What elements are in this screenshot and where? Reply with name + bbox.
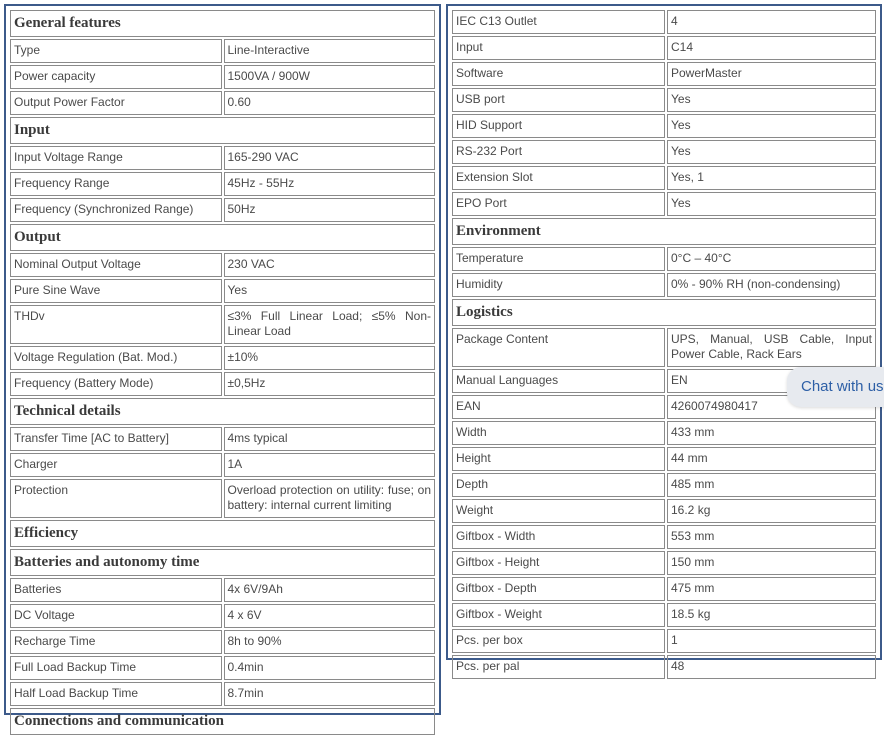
spec-key: Giftbox - Weight xyxy=(452,603,665,627)
table-row xyxy=(10,630,435,654)
spec-value: 8.7min xyxy=(224,682,436,706)
spec-key: Charger xyxy=(10,453,222,477)
spec-key: EAN xyxy=(452,395,665,419)
spec-value: 4x 6V/9Ah xyxy=(224,578,436,602)
spec-value: 45Hz - 55Hz xyxy=(224,172,436,196)
spec-table-right xyxy=(450,8,878,681)
spec-value: 1 xyxy=(667,629,876,653)
table-row xyxy=(10,372,435,396)
spec-value: 0.60 xyxy=(224,91,436,115)
spec-value: 150 mm xyxy=(667,551,876,575)
spec-key: Software xyxy=(452,62,665,86)
table-row xyxy=(10,91,435,115)
table-row xyxy=(10,427,435,451)
spec-value: C14 xyxy=(667,36,876,60)
table-row xyxy=(452,36,876,60)
spec-key: Half Load Backup Time xyxy=(10,682,222,706)
spec-key: Power capacity xyxy=(10,65,222,89)
table-row xyxy=(10,682,435,706)
spec-value: Yes, 1 xyxy=(667,166,876,190)
spec-key: Full Load Backup Time xyxy=(10,656,222,680)
spec-key: Input Voltage Range xyxy=(10,146,222,170)
spec-key: Manual Languages xyxy=(452,369,665,393)
section-technical-details: Technical details xyxy=(10,398,435,425)
spec-value: 1A xyxy=(224,453,436,477)
table-row xyxy=(452,551,876,575)
table-row xyxy=(452,447,876,471)
section-logistics: Logistics xyxy=(452,299,876,326)
spec-value: 48 xyxy=(667,655,876,679)
spec-value: EN xyxy=(667,369,876,393)
spec-value: 1500VA / 900W xyxy=(224,65,436,89)
table-row xyxy=(452,192,876,216)
spec-key: Frequency Range xyxy=(10,172,222,196)
spec-key: Protection xyxy=(10,479,222,518)
spec-key: Pcs. per pal xyxy=(452,655,665,679)
table-row xyxy=(452,499,876,523)
spec-value: 50Hz xyxy=(224,198,436,222)
table-row xyxy=(10,578,435,602)
spec-value: 0°C – 40°C xyxy=(667,247,876,271)
spec-key: Frequency (Synchronized Range) xyxy=(10,198,222,222)
section-environment: Environment xyxy=(452,218,876,245)
table-row xyxy=(452,273,876,297)
table-row xyxy=(10,656,435,680)
table-row xyxy=(452,328,876,367)
spec-value: Yes xyxy=(667,192,876,216)
spec-key: Extension Slot xyxy=(452,166,665,190)
spec-key: Height xyxy=(452,447,665,471)
spec-value: PowerMaster xyxy=(667,62,876,86)
spec-value: 8h to 90% xyxy=(224,630,436,654)
spec-table-left xyxy=(8,8,437,737)
spec-key: EPO Port xyxy=(452,192,665,216)
table-row xyxy=(452,525,876,549)
spec-value: Yes xyxy=(667,88,876,112)
table-row xyxy=(452,114,876,138)
spec-value: Overload protection on utility: fuse; on battery: internal current limiting xyxy=(224,479,436,518)
spec-key: Recharge Time xyxy=(10,630,222,654)
table-row xyxy=(452,603,876,627)
spec-key: Temperature xyxy=(452,247,665,271)
spec-key: Voltage Regulation (Bat. Mod.) xyxy=(10,346,222,370)
spec-key: Pcs. per box xyxy=(452,629,665,653)
section-connections: Connections and communication xyxy=(10,708,435,735)
spec-key: Nominal Output Voltage xyxy=(10,253,222,277)
spec-key: RS-232 Port xyxy=(452,140,665,164)
spec-value: 433 mm xyxy=(667,421,876,445)
table-row xyxy=(10,172,435,196)
spec-value: UPS, Manual, USB Cable, Input Power Cable, Rack Ears xyxy=(667,328,876,367)
spec-key: Frequency (Battery Mode) xyxy=(10,372,222,396)
table-row xyxy=(10,39,435,63)
spec-key: Humidity xyxy=(452,273,665,297)
spec-value: 485 mm xyxy=(667,473,876,497)
spec-key: Giftbox - Width xyxy=(452,525,665,549)
section-batteries: Batteries and autonomy time xyxy=(10,549,435,576)
table-row xyxy=(10,453,435,477)
spec-key: Package Content xyxy=(452,328,665,367)
spec-value: Line-Interactive xyxy=(224,39,436,63)
spec-value: 4ms typical xyxy=(224,427,436,451)
spec-key: DC Voltage xyxy=(10,604,222,628)
spec-value: 4 x 6V xyxy=(224,604,436,628)
spec-value: 475 mm xyxy=(667,577,876,601)
spec-value: Yes xyxy=(667,114,876,138)
spec-value: 0.4min xyxy=(224,656,436,680)
spec-value: 165-290 VAC xyxy=(224,146,436,170)
table-row xyxy=(452,473,876,497)
table-row xyxy=(452,247,876,271)
spec-key: Width xyxy=(452,421,665,445)
spec-key: Weight xyxy=(452,499,665,523)
spec-value: 4260074980417 xyxy=(667,395,876,419)
spec-value: 553 mm xyxy=(667,525,876,549)
table-row xyxy=(452,629,876,653)
table-row xyxy=(452,421,876,445)
section-input: Input xyxy=(10,117,435,144)
spec-key: THDv xyxy=(10,305,222,344)
spec-value: Yes xyxy=(224,279,436,303)
spec-value: 16.2 kg xyxy=(667,499,876,523)
spec-key: Depth xyxy=(452,473,665,497)
table-row xyxy=(452,577,876,601)
spec-key: Batteries xyxy=(10,578,222,602)
spec-value: Yes xyxy=(667,140,876,164)
spec-value: ±0,5Hz xyxy=(224,372,436,396)
spec-key: Giftbox - Height xyxy=(452,551,665,575)
table-row xyxy=(10,279,435,303)
table-row xyxy=(452,655,876,679)
spec-key: IEC C13 Outlet xyxy=(452,10,665,34)
spec-key: Input xyxy=(452,36,665,60)
spec-value: 4 xyxy=(667,10,876,34)
table-row xyxy=(452,166,876,190)
spec-key: Type xyxy=(10,39,222,63)
table-row xyxy=(452,62,876,86)
section-output: Output xyxy=(10,224,435,251)
table-row xyxy=(452,10,876,34)
table-row xyxy=(10,604,435,628)
table-row xyxy=(10,305,435,344)
spec-panel-left xyxy=(4,4,441,729)
spec-value: 230 VAC xyxy=(224,253,436,277)
table-row xyxy=(10,65,435,89)
spec-key: Pure Sine Wave xyxy=(10,279,222,303)
spec-value: ±10% xyxy=(224,346,436,370)
spec-key: Transfer Time [AC to Battery] xyxy=(10,427,222,451)
table-row xyxy=(10,253,435,277)
spec-key: Output Power Factor xyxy=(10,91,222,115)
spec-value: 44 mm xyxy=(667,447,876,471)
spec-value: 18.5 kg xyxy=(667,603,876,627)
chat-with-us-button[interactable]: Chat with us xyxy=(787,367,884,407)
table-row xyxy=(10,479,435,518)
table-row xyxy=(10,146,435,170)
spec-value: ≤3% Full Linear Load; ≤5% Non-Linear Load xyxy=(224,305,436,344)
table-row xyxy=(452,88,876,112)
table-row xyxy=(10,346,435,370)
spec-value: 0% - 90% RH (non-condensing) xyxy=(667,273,876,297)
table-row xyxy=(452,140,876,164)
spec-key: USB port xyxy=(452,88,665,112)
spec-key: HID Support xyxy=(452,114,665,138)
table-row xyxy=(10,198,435,222)
section-efficiency: Efficiency xyxy=(10,520,435,547)
spec-panel-right xyxy=(446,4,882,673)
section-general-features: General features xyxy=(10,10,435,37)
spec-key: Giftbox - Depth xyxy=(452,577,665,601)
